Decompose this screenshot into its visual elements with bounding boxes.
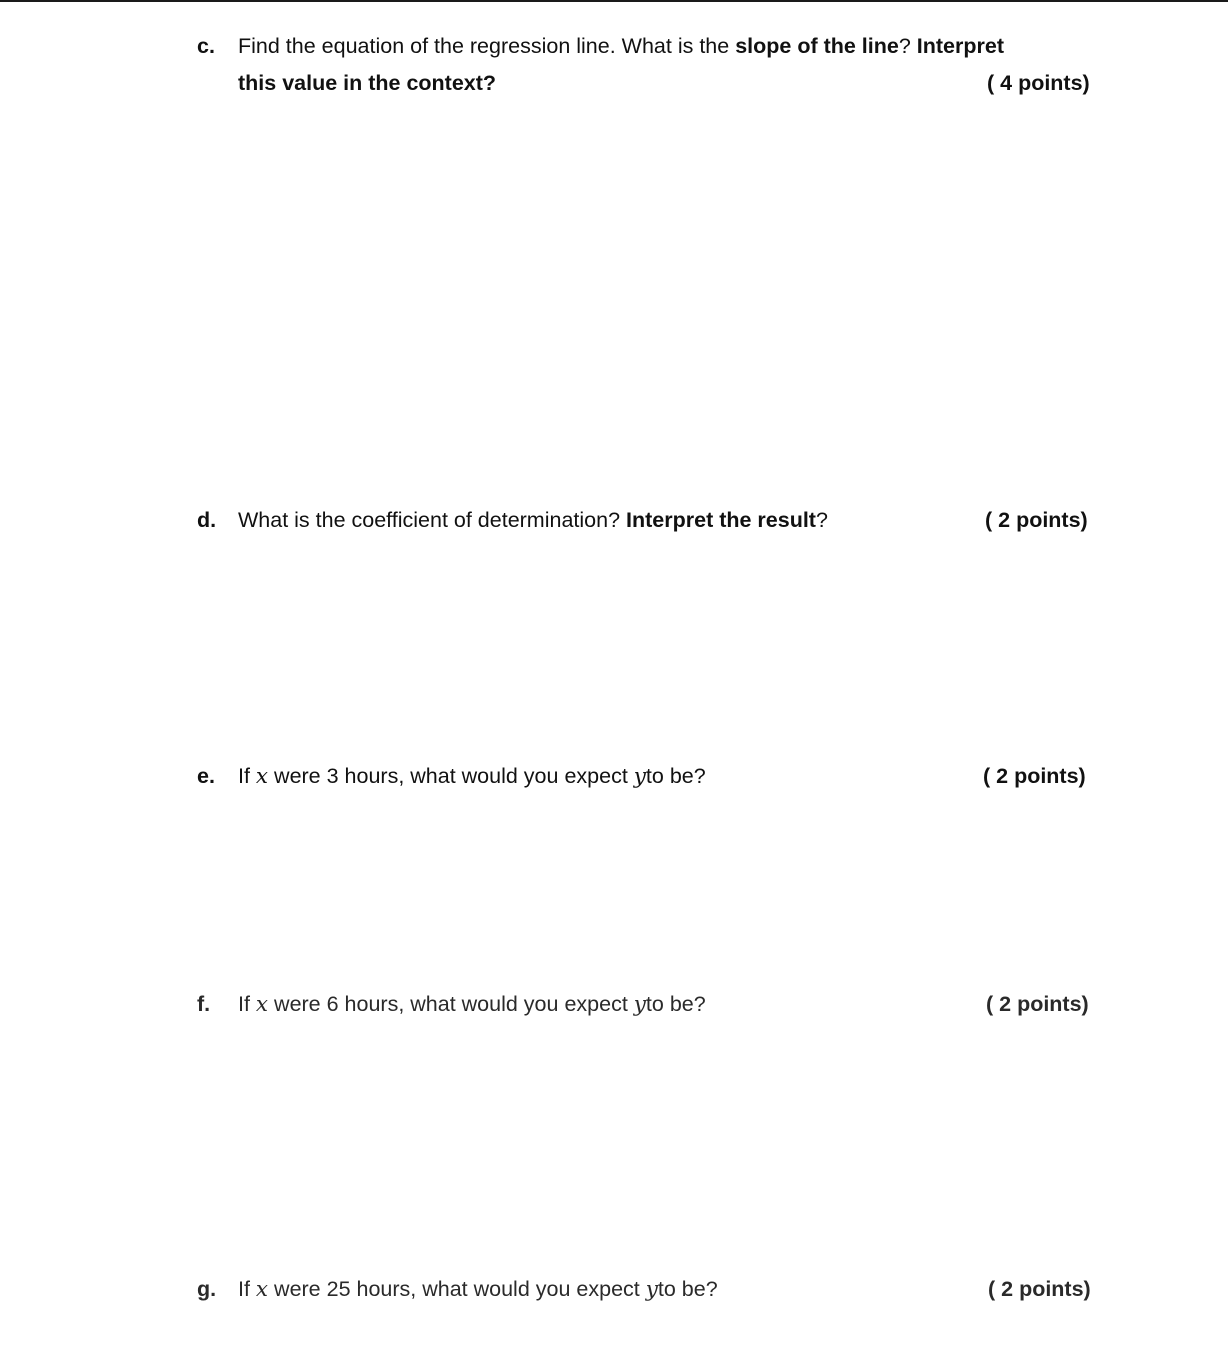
question-text: If x were 3 hours, what would you expect yto be? [238, 764, 706, 789]
question-letter: f. [197, 992, 211, 1016]
question-text: Find the equation of the regression line. What is the slope of the line? Interpret [238, 34, 1004, 58]
question-letter: d. [197, 508, 217, 532]
question-text-line2: this value in the context? [238, 71, 497, 95]
points-label: ( 4 points) [987, 71, 1090, 95]
question-text: If x were 25 hours, what would you expect yto be? [238, 1277, 718, 1302]
points-label: ( 2 points) [986, 992, 1089, 1016]
question-letter: e. [197, 764, 215, 788]
points-label: ( 2 points) [988, 1277, 1091, 1301]
question-letter: c. [197, 34, 215, 58]
points-label: ( 2 points) [983, 764, 1086, 788]
top-rule [0, 0, 1228, 2]
points-label: ( 2 points) [985, 508, 1088, 532]
question-text: If x were 6 hours, what would you expect yto be? [238, 992, 706, 1017]
question-letter: g. [197, 1277, 217, 1301]
question-text: What is the coefficient of determination? Interpret the result? [238, 508, 828, 532]
